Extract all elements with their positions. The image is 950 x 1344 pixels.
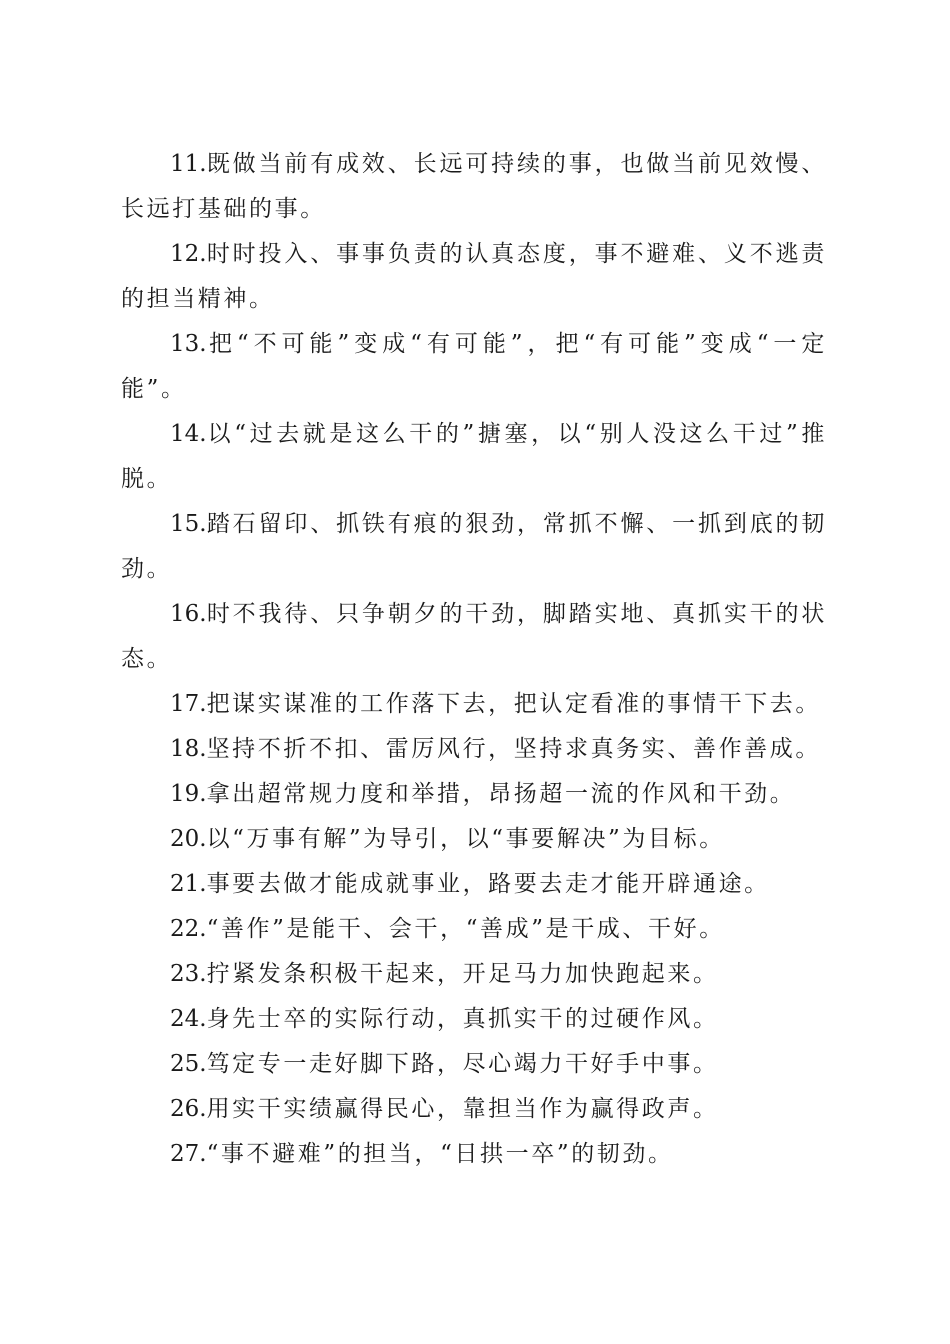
list-item — [121, 142, 827, 232]
item-number: 19. — [170, 781, 207, 807]
list-item — [121, 322, 827, 412]
item-text: “事不避难”的担当，“日拱一卒”的韧劲。 — [206, 1141, 674, 1167]
list-item — [121, 412, 827, 502]
item-number: 14. — [170, 421, 207, 447]
list-item — [121, 1132, 827, 1177]
item-text: 踏石留印、抓铁有痕的狠劲，常抓不懈、一抓到底的韧劲。 — [121, 511, 827, 582]
item-text: 时不我待、只争朝夕的干劲，脚踏实地、真抓实干的状态。 — [121, 601, 827, 672]
item-number: 17. — [170, 691, 207, 717]
item-text: 时时投入、事事负责的认真态度，事不避难、义不逃责的担当精神。 — [121, 241, 827, 312]
item-number: 12. — [170, 241, 207, 267]
item-text: 以“过去就是这么干的”搪塞，以“别人没这么干过”推脱。 — [121, 421, 827, 492]
item-number: 21. — [170, 871, 207, 897]
item-number: 11. — [170, 151, 207, 177]
list-item — [121, 997, 827, 1042]
list-item — [121, 232, 827, 322]
list-item — [121, 817, 827, 862]
item-number: 26. — [170, 1096, 207, 1122]
list-item — [121, 682, 827, 727]
item-text: 以“万事有解”为导引，以“事要解决”为目标。 — [206, 826, 725, 852]
item-text: 笃定专一走好脚下路，尽心竭力干好手中事。 — [206, 1051, 719, 1077]
item-number: 13. — [170, 331, 207, 357]
item-text: 拿出超常规力度和举措，昂扬超一流的作风和干劲。 — [206, 781, 796, 807]
item-number: 23. — [170, 961, 207, 987]
item-text: 把谋实谋准的工作落下去，把认定看准的事情干下去。 — [206, 691, 821, 717]
item-text: 拧紧发条积极干起来，开足马力加快跑起来。 — [206, 961, 719, 987]
list-item — [121, 772, 827, 817]
item-text: 坚持不折不扣、雷厉风行，坚持求真务实、善作善成。 — [206, 736, 821, 762]
list-item — [121, 1087, 827, 1132]
document-body — [121, 142, 827, 1177]
list-item — [121, 907, 827, 952]
list-item — [121, 592, 827, 682]
item-number: 20. — [170, 826, 207, 852]
item-number: 18. — [170, 736, 207, 762]
item-text: 用实干实绩赢得民心，靠担当作为赢得政声。 — [206, 1096, 719, 1122]
item-text: 事要去做才能成就事业，路要去走才能开辟通途。 — [206, 871, 770, 897]
item-number: 15. — [170, 511, 207, 537]
item-number: 22. — [170, 916, 207, 942]
list-item — [121, 1042, 827, 1087]
item-number: 16. — [170, 601, 207, 627]
item-text: 既做当前有成效、长远可持续的事，也做当前见效慢、长远打基础的事。 — [121, 151, 827, 222]
item-number: 27. — [170, 1141, 207, 1167]
item-text: “善作”是能干、会干，“善成”是干成、干好。 — [206, 916, 725, 942]
item-number: 25. — [170, 1051, 207, 1077]
list-item — [121, 862, 827, 907]
list-item — [121, 502, 827, 592]
item-text: 身先士卒的实际行动，真抓实干的过硬作风。 — [206, 1006, 719, 1032]
item-number: 24. — [170, 1006, 207, 1032]
list-item — [121, 952, 827, 997]
item-text: 把“不可能”变成“有可能”，把“有可能”变成“一定能”。 — [121, 331, 827, 402]
list-item — [121, 727, 827, 772]
